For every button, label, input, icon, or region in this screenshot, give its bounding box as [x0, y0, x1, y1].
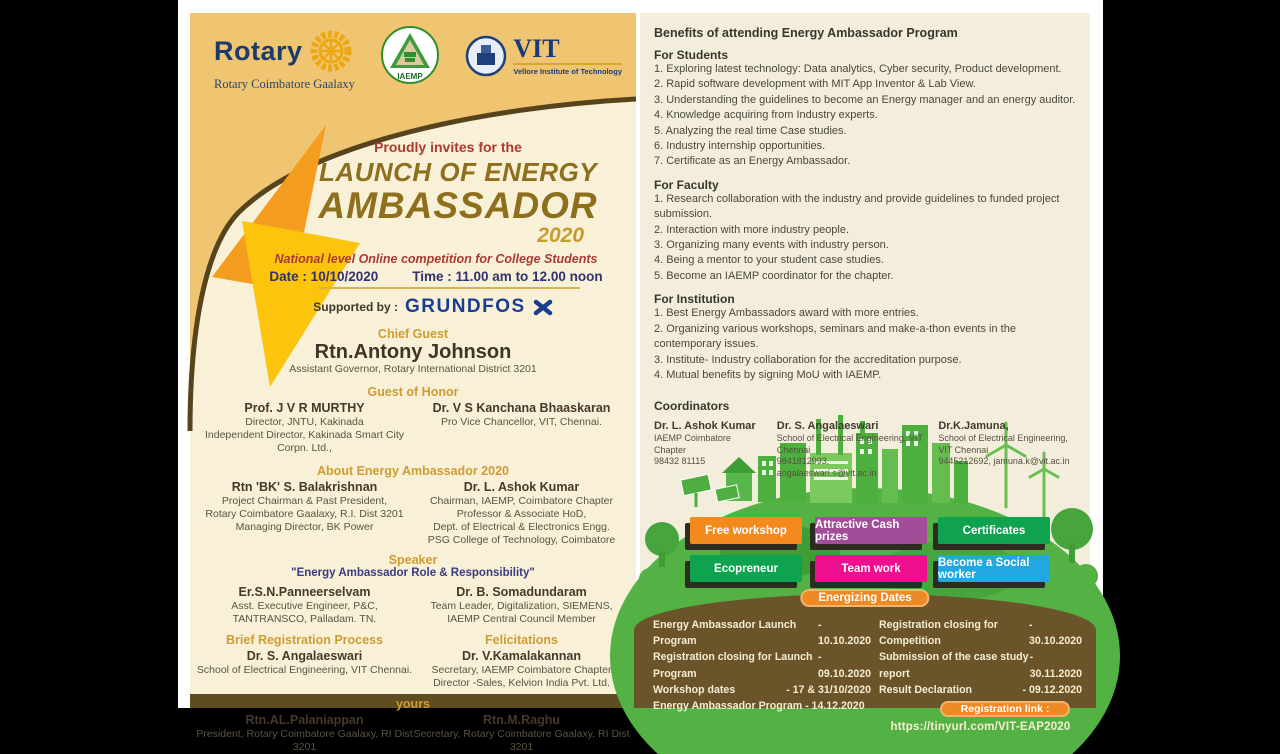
- guest-of-honor-columns: [190, 399, 636, 455]
- event-date: Date : 10/10/2020: [269, 269, 379, 284]
- coordinator-1: [654, 420, 763, 479]
- date-label: Workshop dates: [653, 683, 736, 696]
- coordinator-line: School of Electrical Engineering, VIT Chennai: [776, 433, 923, 455]
- student-benefit: 2. Rapid software development with MIT App Inventor & Lab View.: [654, 78, 976, 91]
- date-value: - 09.12.2020: [1022, 683, 1082, 696]
- invitation-panel: [190, 13, 636, 753]
- about-a-line: Managing Director, BK Power: [235, 521, 374, 533]
- guest-of-honor-heading: Guest of Honor: [367, 385, 459, 399]
- chief-guest-title: Assistant Governor, Rotary International District 3201: [289, 363, 537, 375]
- yours-a: [196, 711, 413, 754]
- about-a-line: Rotary Coimbatore Gaalaxy, R.I. Dist 3201: [205, 508, 404, 520]
- dates-left-column: [653, 617, 871, 733]
- guest-a: [196, 399, 413, 455]
- sponsor-row: [190, 296, 636, 318]
- coordinator-line: School of Electrical Engineering, VIT Chennai: [938, 433, 1068, 455]
- registration-link-pill: Registration link :: [940, 701, 1070, 717]
- speaker-topic: "Energy Ambassador Role & Responsibility": [291, 567, 535, 579]
- date-label: Registration closing for Launch Program: [653, 651, 813, 680]
- about-b-line: PSG College of Technology, Coimbatore: [427, 534, 616, 546]
- student-benefit: 4. Knowledge acquiring from Industry experts.: [654, 109, 878, 122]
- date-label: Energy Ambassador Launch Program: [653, 619, 797, 648]
- about-b-name: Dr. L. Ashok Kumar: [463, 480, 580, 494]
- guest-b: [413, 399, 630, 455]
- about-b: [413, 478, 630, 547]
- poster-page: [178, 0, 1103, 753]
- supported-by-label: Supported by :: [313, 300, 398, 314]
- coordinator-3: [938, 420, 1084, 479]
- guest-a-line: Director, JNTU, Kakinada: [245, 416, 364, 428]
- dates-section: [653, 617, 1082, 733]
- event-title-line2: AMBASSADOR: [318, 185, 598, 226]
- rotary-logo: [214, 29, 355, 92]
- secretary-title: Secretary, Rotary Coimbatore Gaalaxy, RI Dist 3201: [413, 728, 630, 753]
- coordinator-name: Dr. L. Ashok Kumar: [654, 420, 756, 433]
- grundfos-x-icon: [533, 299, 553, 316]
- coordinator-line: 9445212692, jamuna.k@vit.ac.in: [938, 456, 1070, 467]
- student-benefit: 6. Industry internship opportunities.: [654, 140, 826, 153]
- for-faculty-heading: For Faculty: [654, 177, 719, 192]
- about-a-name: Rtn 'BK' S. Balakrishnan: [231, 480, 378, 494]
- date-value: - 30.10.2020: [1028, 619, 1083, 648]
- badge-cash-prizes: Attractive Cash prizes: [815, 517, 927, 544]
- felicitations: [413, 626, 630, 690]
- vit-wordmark: VIT: [513, 33, 560, 63]
- registration-name: Dr. S. Angalaeswari: [246, 649, 363, 663]
- event-year: 2020: [537, 224, 584, 247]
- speaker-heading: Speaker: [388, 553, 438, 567]
- speaker-a-line: Asst. Executive Engineer, P&C,: [231, 600, 378, 612]
- about-b-line: Chairman, IAEMP, Coimbatore Chapter: [429, 495, 614, 507]
- program-date-line: Energy Ambassador Program - 14.12.2020: [653, 700, 865, 713]
- speaker-a-name: Er.S.N.Panneerselvam: [238, 585, 371, 599]
- registration-url[interactable]: https://tinyurl.com/VIT-EAP2020: [890, 721, 1071, 734]
- about-b-line: Dept. of Electrical & Electronics Engg.: [433, 521, 610, 533]
- speaker-b-line: IAEMP Central Council Member: [447, 613, 596, 625]
- for-students-heading: For Students: [654, 48, 728, 62]
- guest-a-line: Independent Director, Kakinada Smart City Corpn. Ltd.,: [204, 429, 405, 454]
- datetime-underline: [318, 287, 580, 289]
- speaker-b-name: Dr. B. Somadundaram: [456, 585, 587, 599]
- vit-logo: [465, 35, 622, 77]
- benefits-panel: [640, 13, 1090, 734]
- badge-certificates: Certificates: [938, 517, 1050, 544]
- institution-benefit: 4. Mutual benefits by signing MoU with IAEMP.: [654, 368, 882, 381]
- faculty-benefit: 3. Organizing many events with industry person.: [654, 239, 889, 252]
- about-a-line: Project Chairman & Past President,: [221, 495, 388, 507]
- guest-b-line: Pro Vice Chancellor, VIT, Chennai.: [441, 416, 602, 428]
- badge-social-worker: Become a Social worker: [938, 555, 1050, 582]
- chief-guest-name: Rtn.Antony Johnson: [314, 341, 512, 363]
- student-benefit: 7. Certificate as an Energy Ambassador.: [654, 155, 851, 168]
- event-subtitle: National level Online competition for College Students: [274, 252, 598, 266]
- logo-row: [190, 13, 636, 115]
- about-a: [196, 478, 413, 547]
- event-datetime: [190, 269, 636, 284]
- faculty-benefit: 5. Become an IAEMP coordinator for the chapter.: [654, 269, 894, 282]
- guest-a-name: Prof. J V R MURTHY: [244, 401, 365, 415]
- badge-ecopreneur: Ecopreneur: [690, 555, 802, 582]
- coordinator-line: 98432 81115: [654, 456, 706, 467]
- about-columns: [190, 478, 636, 547]
- date-row: [879, 617, 1082, 649]
- date-label: Result Declaration: [879, 683, 973, 696]
- registration-line: School of Electrical Engineering, VIT Chennai.: [196, 664, 413, 676]
- svg-text:IAEMP: IAEMP: [397, 72, 423, 81]
- yours-columns: [190, 711, 636, 754]
- badge-free-workshop: Free workshop: [690, 517, 802, 544]
- faculty-benefit: 2. Interaction with more industry people.: [654, 223, 850, 236]
- yours-b: [413, 711, 630, 754]
- institution-benefit: 3. Institute- Industry collaboration for the accreditation purpose.: [654, 353, 962, 366]
- coordinator-line: 9841812993, angalaeswari.s@vit.ac.in: [776, 456, 877, 478]
- institution-benefit: 2. Organizing various workshops, seminars and make-a-thon events in the contemporary issues.: [654, 322, 1016, 351]
- coordinators-heading: Coordinators: [654, 399, 730, 414]
- iaemp-badge-icon: [380, 25, 440, 85]
- benefits-title: Benefits of attending Energy Ambassador Program: [654, 26, 958, 40]
- chief-guest-heading: Chief Guest: [377, 327, 449, 341]
- grundfos-wordmark: GRUNDFOS: [404, 296, 526, 317]
- speaker-a-line: TANTRANSCO, Palladam. TN.: [232, 613, 377, 625]
- date-value: - 17 & 31/10/2020: [786, 683, 871, 696]
- yours-heading: yours: [395, 697, 431, 711]
- vit-gold-rule: [513, 63, 622, 65]
- speaker-a: [196, 583, 413, 626]
- registration-felicitations-columns: [190, 626, 636, 690]
- felicitations-line: Secretary, IAEMP Coimbatore Chapter: [431, 664, 612, 676]
- date-row: [879, 682, 1082, 698]
- vit-institute-name: Vellore Institute of Technology: [513, 66, 622, 76]
- date-label: Submission of the case study report: [879, 651, 1029, 680]
- speaker-b-line: Team Leader, Digitalization, SIEMENS,: [430, 600, 613, 612]
- rotary-wordmark: Rotary: [214, 36, 303, 66]
- about-b-line: Professor & Associate HoD,: [456, 508, 587, 520]
- rotary-wheel-icon: [309, 29, 353, 73]
- coordinator-name: Dr.K.Jamuna,: [938, 420, 1009, 433]
- date-row: [653, 649, 871, 681]
- student-benefit: 5. Analyzing the real time Case studies.: [654, 124, 847, 137]
- secretary-name: Rtn.M.Raghu: [482, 713, 561, 727]
- badge-team-work: Team work: [815, 555, 927, 582]
- student-benefit: 1. Exploring latest technology: Data analytics, Cyber security, Product development.: [654, 63, 1062, 75]
- felicitations-heading: Felicitations: [485, 633, 558, 647]
- date-value: - 10.10.2020: [817, 619, 872, 648]
- date-row: [653, 617, 871, 649]
- president-name: Rtn.AL.Palaniappan: [245, 713, 364, 727]
- rotary-club-name: Rotary Coimbatore Gaalaxy: [214, 77, 355, 91]
- president-title: President, Rotary Coimbatore Gaalaxy, RI Dist 3201: [196, 728, 413, 753]
- date-value: - 30.11.2020: [1029, 651, 1082, 680]
- date-value: - 09.10.2020: [817, 651, 872, 680]
- felicitations-name: Dr. V.Kamalakannan: [461, 649, 582, 663]
- invite-line: Proudly invites for the: [374, 139, 522, 155]
- felicitations-line: Director -Sales, Kelvion India Pvt. Ltd.: [433, 677, 610, 689]
- faculty-benefit: 4. Being a mentor to your student case studies.: [654, 254, 884, 267]
- coordinator-2: [777, 420, 925, 479]
- speaker-b: [413, 583, 630, 626]
- for-institution-heading: For Institution: [654, 292, 735, 307]
- event-time: Time : 11.00 am to 12.00 noon: [412, 269, 603, 284]
- date-row: [879, 649, 1082, 681]
- iaemp-logo: [380, 25, 440, 90]
- coordinators-row: [654, 420, 1084, 479]
- institution-benefit: 1. Best Energy Ambassadors award with more entries.: [654, 307, 919, 320]
- registration-process: [196, 626, 413, 690]
- coordinator-line: IAEMP Coimbatore Chapter: [654, 433, 731, 455]
- energizing-dates-pill: Energizing Dates: [800, 589, 929, 607]
- dates-right-column: [879, 617, 1082, 733]
- vit-seal-icon: [465, 35, 507, 77]
- event-title-line1: LAUNCH OF ENERGY: [318, 157, 598, 187]
- coordinator-name: Dr. S. Angalaeswari: [776, 420, 879, 433]
- registration-heading: Brief Registration Process: [226, 633, 383, 647]
- guest-b-name: Dr. V S Kanchana Bhaaskaran: [432, 401, 611, 415]
- date-label: Registration closing for Competition: [879, 619, 998, 648]
- speaker-columns: [190, 583, 636, 626]
- date-row: [653, 682, 871, 698]
- about-heading: About Energy Ambassador 2020: [317, 464, 509, 478]
- student-benefit: 3. Understanding the guidelines to become an Energy manager and an energy auditor.: [654, 93, 1076, 106]
- faculty-benefit: 1. Research collaboration with the industry and provide guidelines to funded project submission.: [654, 192, 1060, 221]
